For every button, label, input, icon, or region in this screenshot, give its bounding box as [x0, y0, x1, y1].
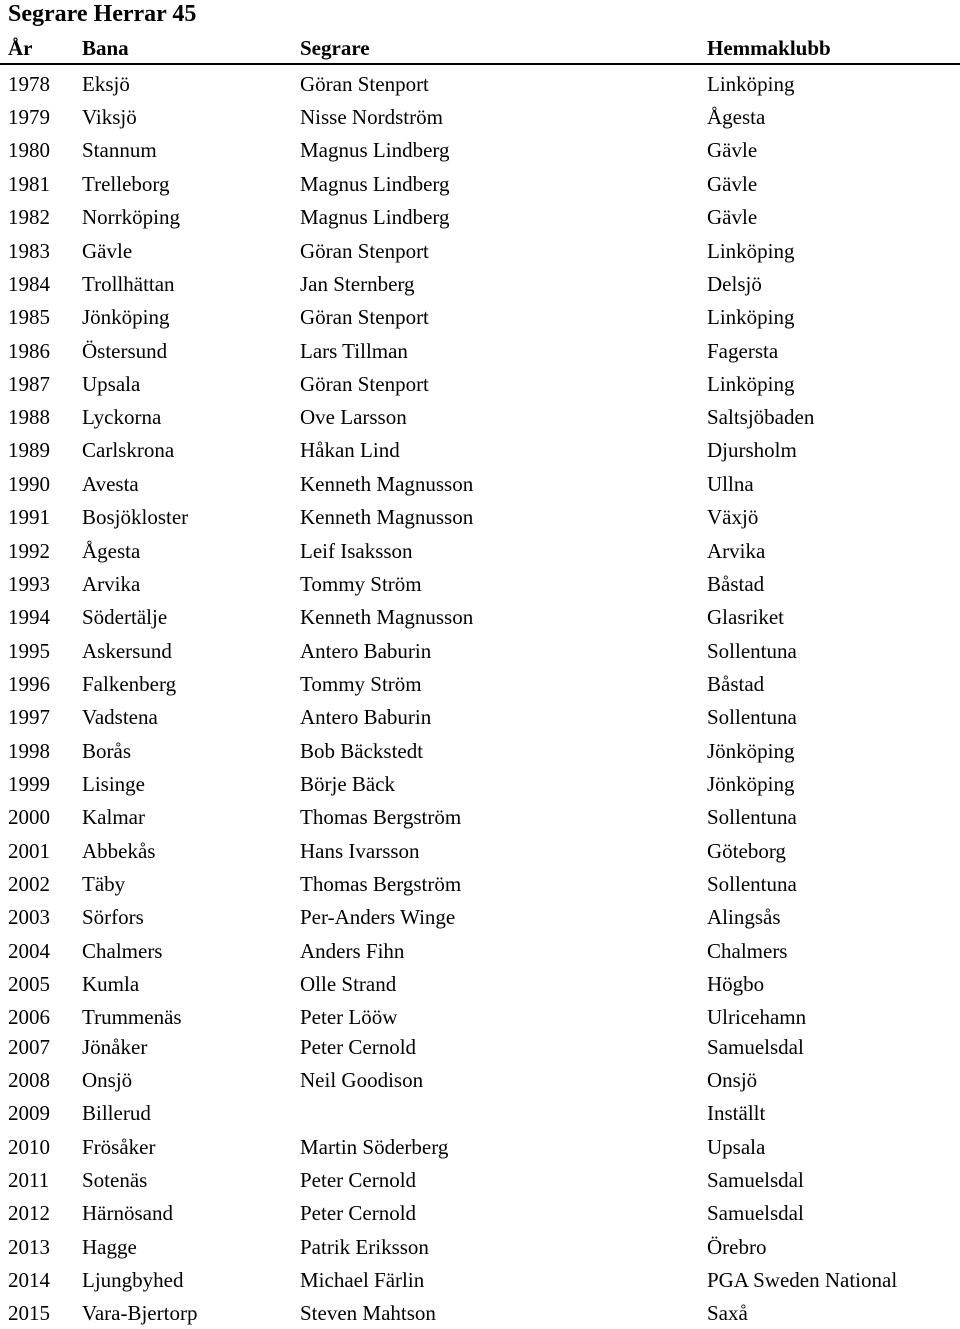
cell-year: 1996	[8, 672, 50, 696]
cell-winner: Peter Cernold	[300, 1035, 417, 1059]
table-row	[0, 772, 960, 800]
table-row	[0, 872, 960, 900]
cell-course: Stannum	[82, 138, 157, 162]
cell-winner: Göran Stenport	[300, 72, 429, 96]
cell-course: Södertälje	[82, 605, 168, 629]
cell-club: Djursholm	[707, 438, 797, 462]
cell-course: Abbekås	[82, 839, 156, 863]
cell-course: Jönköping	[82, 305, 170, 329]
column-header-club: Hemmaklubb	[707, 36, 831, 60]
column-header-winner: Segrare	[300, 36, 370, 60]
cell-year: 2010	[8, 1135, 50, 1159]
cell-year: 1985	[8, 305, 50, 329]
cell-course: Carlskrona	[82, 438, 175, 462]
cell-club: Samuelsdal	[707, 1168, 804, 1192]
cell-year: 1991	[8, 505, 50, 529]
table-row	[0, 239, 960, 267]
cell-course: Viksjö	[82, 105, 137, 129]
cell-winner: Thomas Bergström	[300, 872, 462, 896]
cell-club: Sollentuna	[707, 705, 797, 729]
table-row	[0, 272, 960, 300]
cell-course: Trollhättan	[82, 272, 175, 296]
table-row	[0, 1068, 960, 1096]
cell-year: 1978	[8, 72, 50, 96]
cell-year: 2005	[8, 972, 50, 996]
cell-course: Vadstena	[82, 705, 158, 729]
cell-year: 2006	[8, 1005, 50, 1029]
cell-club: Jönköping	[707, 772, 795, 796]
cell-winner: Nisse Nordström	[300, 105, 443, 129]
cell-club: Ågesta	[707, 105, 766, 129]
cell-course: Billerud	[82, 1101, 151, 1125]
cell-winner: Antero Baburin	[300, 639, 432, 663]
table-row	[0, 472, 960, 500]
cell-year: 1979	[8, 105, 50, 129]
cell-club: Sollentuna	[707, 872, 797, 896]
table-row	[0, 905, 960, 933]
cell-winner: Göran Stenport	[300, 372, 429, 396]
cell-winner: Kenneth Magnusson	[300, 472, 474, 496]
cell-course: Norrköping	[82, 205, 180, 229]
cell-club: Upsala	[707, 1135, 766, 1159]
cell-course: Borås	[82, 739, 131, 763]
cell-winner: Tommy Ström	[300, 572, 422, 596]
table-row	[0, 105, 960, 133]
cell-club: Gävle	[707, 138, 758, 162]
cell-club: Båstad	[707, 672, 765, 696]
table-row	[0, 705, 960, 733]
cell-club: Onsjö	[707, 1068, 758, 1092]
table-row	[0, 505, 960, 533]
cell-winner: Per-Anders Winge	[300, 905, 456, 929]
cell-winner: Martin Söderberg	[300, 1135, 449, 1159]
cell-club: Ulricehamn	[707, 1005, 807, 1029]
column-header-course: Bana	[82, 36, 129, 60]
cell-club: Saxå	[707, 1301, 748, 1325]
cell-year: 1986	[8, 339, 50, 363]
cell-club: Jönköping	[707, 739, 795, 763]
cell-winner: Peter Cernold	[300, 1168, 417, 1192]
cell-club: Göteborg	[707, 839, 786, 863]
cell-course: Jönåker	[82, 1035, 148, 1059]
cell-club: Delsjö	[707, 272, 762, 296]
table-row	[0, 1301, 960, 1329]
table-row	[0, 1235, 960, 1263]
cell-course: Falkenberg	[82, 672, 177, 696]
table-row	[0, 305, 960, 333]
cell-club: Saltsjöbaden	[707, 405, 815, 429]
table-row	[0, 1201, 960, 1229]
cell-course: Ågesta	[82, 539, 141, 563]
cell-course: Chalmers	[82, 939, 163, 963]
cell-winner: Peter Cernold	[300, 1201, 417, 1225]
cell-club: Fagersta	[707, 339, 779, 363]
table-row	[0, 1268, 960, 1296]
cell-year: 2000	[8, 805, 50, 829]
cell-winner: Magnus Lindberg	[300, 172, 450, 196]
cell-year: 1998	[8, 739, 50, 763]
cell-winner: Michael Färlin	[300, 1268, 425, 1292]
cell-winner: Göran Stenport	[300, 305, 429, 329]
cell-year: 2009	[8, 1101, 50, 1125]
cell-club: Glasriket	[707, 605, 784, 629]
cell-club: Arvika	[707, 539, 766, 563]
cell-winner: Steven Mahtson	[300, 1301, 436, 1325]
cell-year: 1988	[8, 405, 50, 429]
cell-course: Sotenäs	[82, 1168, 148, 1192]
cell-club: Linköping	[707, 239, 795, 263]
cell-year: 1981	[8, 172, 50, 196]
cell-winner: Tommy Ström	[300, 672, 422, 696]
cell-course: Östersund	[82, 339, 168, 363]
table-row	[0, 1135, 960, 1163]
cell-winner: Anders Fihn	[300, 939, 405, 963]
cell-winner: Olle Strand	[300, 972, 397, 996]
table-row	[0, 972, 960, 1000]
cell-winner: Lars Tillman	[300, 339, 408, 363]
cell-club: Gävle	[707, 205, 758, 229]
cell-course: Gävle	[82, 239, 133, 263]
cell-winner: Magnus Lindberg	[300, 138, 450, 162]
cell-course: Sörfors	[82, 905, 144, 929]
table-row	[0, 172, 960, 200]
cell-year: 1980	[8, 138, 50, 162]
cell-course: Arvika	[82, 572, 141, 596]
cell-club: PGA Sweden National	[707, 1268, 898, 1292]
cell-year: 2015	[8, 1301, 50, 1325]
cell-club: Linköping	[707, 372, 795, 396]
cell-year: 2014	[8, 1268, 50, 1292]
cell-winner: Bob Bäckstedt	[300, 739, 424, 763]
cell-winner: Göran Stenport	[300, 239, 429, 263]
column-header-year: År	[8, 36, 33, 60]
cell-club: Linköping	[707, 72, 795, 96]
table-row	[0, 205, 960, 233]
cell-year: 2007	[8, 1035, 50, 1059]
table-row	[0, 1101, 960, 1129]
cell-course: Upsala	[82, 372, 141, 396]
table-row	[0, 405, 960, 433]
cell-winner: Patrik Eriksson	[300, 1235, 429, 1259]
table-row	[0, 72, 960, 100]
cell-club: Sollentuna	[707, 805, 797, 829]
cell-year: 1999	[8, 772, 50, 796]
cell-year: 1984	[8, 272, 50, 296]
cell-club: Högbo	[707, 972, 765, 996]
cell-course: Avesta	[82, 472, 139, 496]
cell-course: Askersund	[82, 639, 172, 663]
cell-course: Trummenäs	[82, 1005, 182, 1029]
table-row	[0, 572, 960, 600]
cell-year: 1995	[8, 639, 50, 663]
cell-winner: Peter Lööw	[300, 1005, 398, 1029]
table-row	[0, 138, 960, 166]
cell-club: Ullna	[707, 472, 754, 496]
cell-year: 1992	[8, 539, 50, 563]
table-row	[0, 639, 960, 667]
table-row	[0, 605, 960, 633]
cell-course: Vara-Bjertorp	[82, 1301, 198, 1325]
cell-year: 2008	[8, 1068, 50, 1092]
cell-course: Ljungbyhed	[82, 1268, 184, 1292]
cell-club: Inställt	[707, 1101, 766, 1125]
cell-year: 2011	[8, 1168, 50, 1192]
cell-year: 2002	[8, 872, 50, 896]
cell-winner: Hans Ivarsson	[300, 839, 420, 863]
cell-course: Hagge	[82, 1235, 137, 1259]
cell-course: Trelleborg	[82, 172, 170, 196]
cell-year: 2013	[8, 1235, 50, 1259]
cell-club: Samuelsdal	[707, 1201, 804, 1225]
cell-club: Chalmers	[707, 939, 788, 963]
cell-club: Linköping	[707, 305, 795, 329]
table-row	[0, 1168, 960, 1196]
cell-winner: Jan Sternberg	[300, 272, 415, 296]
cell-course: Härnösand	[82, 1201, 173, 1225]
cell-year: 2012	[8, 1201, 50, 1225]
table-row	[0, 438, 960, 466]
cell-winner: Kenneth Magnusson	[300, 605, 474, 629]
cell-course: Lisinge	[82, 772, 145, 796]
cell-club: Örebro	[707, 1235, 767, 1259]
page-title: Segrare Herrar 45	[8, 1, 197, 27]
table-row	[0, 539, 960, 567]
cell-winner: Ove Larsson	[300, 405, 407, 429]
cell-club: Båstad	[707, 572, 765, 596]
cell-course: Kalmar	[82, 805, 145, 829]
cell-year: 1990	[8, 472, 50, 496]
cell-winner: Börje Bäck	[300, 772, 396, 796]
cell-club: Sollentuna	[707, 639, 797, 663]
cell-winner: Håkan Lind	[300, 438, 400, 462]
cell-year: 2001	[8, 839, 50, 863]
cell-year: 1997	[8, 705, 50, 729]
cell-year: 2004	[8, 939, 50, 963]
table-row	[0, 339, 960, 367]
cell-course: Eksjö	[82, 72, 130, 96]
table-row	[0, 1035, 960, 1063]
cell-course: Täby	[82, 872, 126, 896]
cell-course: Onsjö	[82, 1068, 133, 1092]
cell-club: Samuelsdal	[707, 1035, 804, 1059]
cell-year: 1982	[8, 205, 50, 229]
cell-course: Bosjökloster	[82, 505, 189, 529]
cell-year: 1987	[8, 372, 50, 396]
cell-winner: Kenneth Magnusson	[300, 505, 474, 529]
cell-course: Frösåker	[82, 1135, 156, 1159]
cell-course: Kumla	[82, 972, 140, 996]
cell-winner: Thomas Bergström	[300, 805, 462, 829]
cell-winner: Leif Isaksson	[300, 539, 413, 563]
cell-year: 1983	[8, 239, 50, 263]
table-row	[0, 739, 960, 767]
table-row	[0, 939, 960, 967]
table-row	[0, 672, 960, 700]
table-row	[0, 372, 960, 400]
cell-club: Växjö	[707, 505, 759, 529]
cell-winner: Neil Goodison	[300, 1068, 424, 1092]
cell-winner: Magnus Lindberg	[300, 205, 450, 229]
table-row	[0, 839, 960, 867]
cell-winner: Antero Baburin	[300, 705, 432, 729]
table-row	[0, 805, 960, 833]
cell-course: Lyckorna	[82, 405, 162, 429]
cell-year: 1989	[8, 438, 50, 462]
table-row	[0, 1005, 960, 1033]
cell-year: 1994	[8, 605, 50, 629]
cell-year: 1993	[8, 572, 50, 596]
cell-year: 2003	[8, 905, 50, 929]
cell-club: Alingsås	[707, 905, 781, 929]
cell-club: Gävle	[707, 172, 758, 196]
